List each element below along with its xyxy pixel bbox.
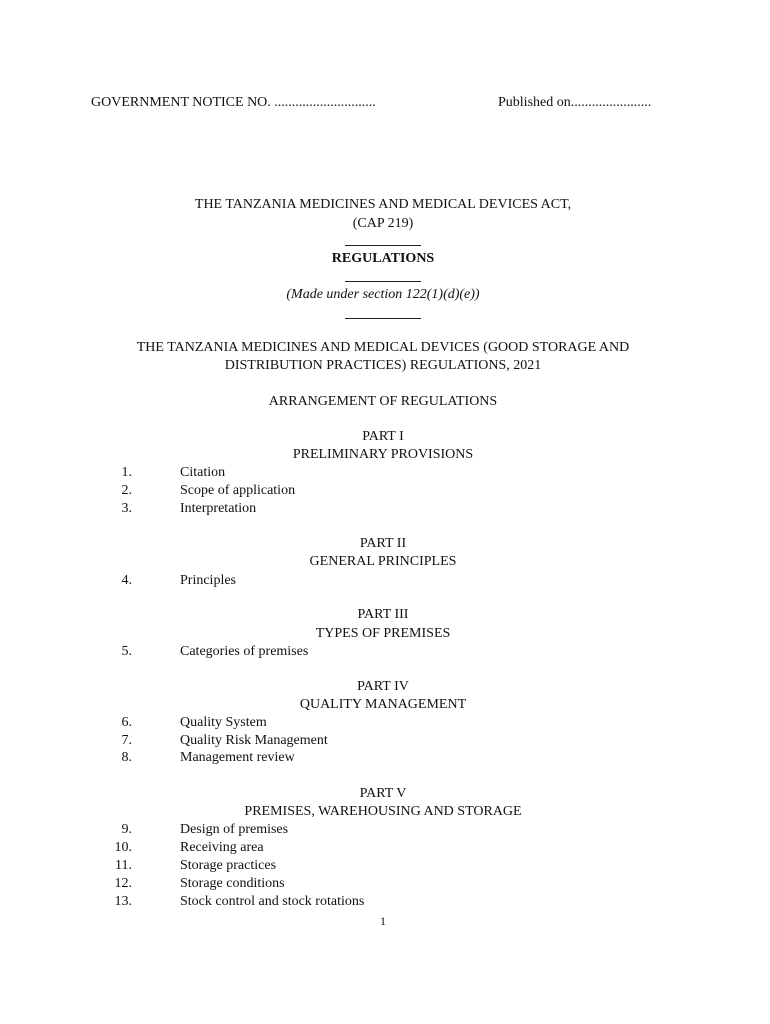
divider-3 <box>345 318 421 319</box>
regulation-entry: Receiving area <box>180 840 264 855</box>
regulation-entry: Storage practices <box>180 858 277 873</box>
regulation-entry: Interpretation <box>180 501 257 516</box>
regulation-number: 9. <box>121 822 132 837</box>
regulation-number: 10. <box>114 840 132 855</box>
part-heading: PART III <box>357 607 409 622</box>
part-title: QUALITY MANAGEMENT <box>299 697 467 712</box>
regulation-entry: Stock control and stock rotations <box>180 894 365 909</box>
regulation-entry: Quality Risk Management <box>180 733 328 748</box>
act-cap: (CAP 219) <box>352 216 414 231</box>
part-title: TYPES OF PREMISES <box>315 626 451 641</box>
regulation-number: 12. <box>114 876 132 891</box>
regulation-number: 2. <box>121 483 132 498</box>
regulation-entry: Design of premises <box>180 822 289 837</box>
regulation-number: 8. <box>121 750 132 765</box>
regulation-number: 6. <box>121 715 132 730</box>
part-title: PREMISES, WAREHOUSING AND STORAGE <box>244 804 522 819</box>
part-heading: PART I <box>362 429 404 444</box>
regulation-entry: Management review <box>180 750 295 765</box>
page-number: 1 <box>380 914 386 928</box>
regulations-label: REGULATIONS <box>331 251 435 266</box>
regulation-number: 7. <box>121 733 132 748</box>
regulation-entry: Scope of application <box>180 483 296 498</box>
regulation-number: 11. <box>115 858 132 873</box>
regulation-entry: Storage conditions <box>180 876 285 891</box>
regulation-entry: Principles <box>180 573 236 588</box>
regulation-entry: Citation <box>180 465 226 480</box>
divider-2 <box>345 281 421 282</box>
regulation-number: 13. <box>114 894 132 909</box>
regulation-entry: Categories of premises <box>180 644 309 659</box>
made-under-section: (Made under section 122(1)(d)(e)) <box>286 287 480 302</box>
part-heading: PART V <box>359 786 407 801</box>
regulations-title-line-1: THE TANZANIA MEDICINES AND MEDICAL DEVICES (GOOD STORAGE AND <box>136 340 630 355</box>
regulation-number: 3. <box>121 501 132 516</box>
regulation-number: 4. <box>121 573 132 588</box>
regulations-title-line-2: DISTRIBUTION PRACTICES) REGULATIONS, 2021 <box>224 358 542 373</box>
arrangement-heading: ARRANGEMENT OF REGULATIONS <box>268 394 498 409</box>
part-heading: PART II <box>359 536 407 551</box>
part-title: PRELIMINARY PROVISIONS <box>292 447 474 462</box>
published-date: Published on....................... <box>498 95 652 110</box>
regulation-number: 5. <box>121 644 132 659</box>
divider-1 <box>345 245 421 246</box>
part-title: GENERAL PRINCIPLES <box>309 554 457 569</box>
act-title: THE TANZANIA MEDICINES AND MEDICAL DEVICES ACT, <box>194 197 572 212</box>
regulation-entry: Quality System <box>180 715 267 730</box>
part-heading: PART IV <box>357 679 409 694</box>
regulation-number: 1. <box>121 465 132 480</box>
government-notice-number: GOVERNMENT NOTICE NO. ............................. <box>91 95 376 110</box>
